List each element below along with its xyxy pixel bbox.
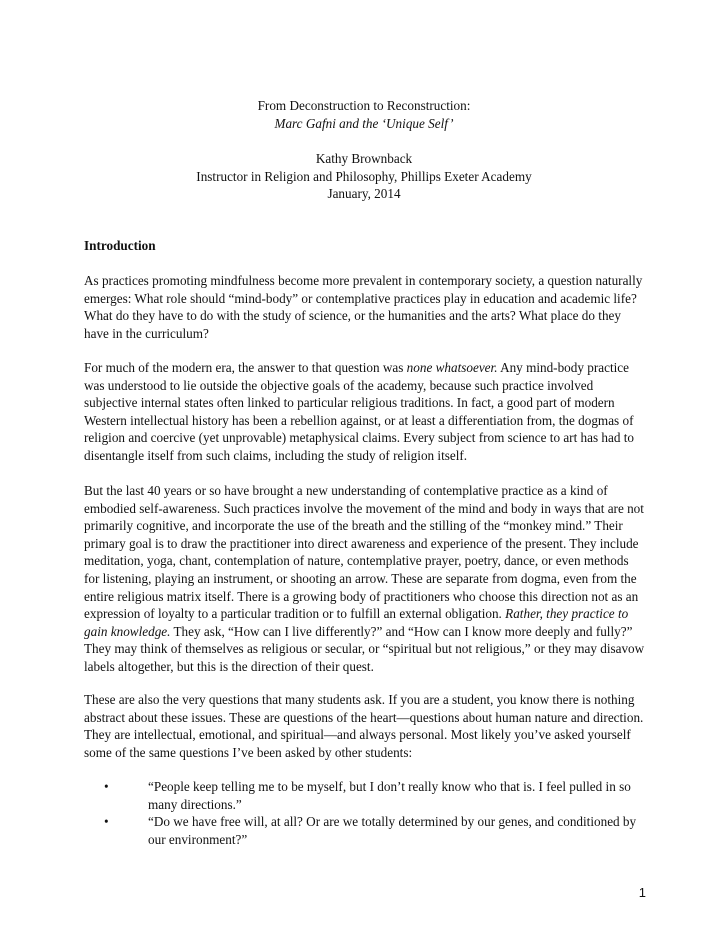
paragraph-line: some of the same questions I’ve been asked by other students: [84,744,413,760]
paragraph-4 [84,691,650,761]
paragraph-line: They may think of themselves as religious or secular, or “spiritual but not religious,” or they may disavow [84,641,645,657]
paragraph-line: embodied self-awareness. Such practices involve the movement of the mind and body in ways that are not [84,500,644,516]
title-line-1: From Deconstruction to Reconstruction: [257,98,471,113]
page-number: 1 [638,885,646,900]
title-block [0,97,728,132]
paragraph-1 [84,272,650,342]
paragraph-line: As practices promoting mindfulness become more prevalent in contemporary society, a question naturally [84,273,643,288]
text-run: Any mind-body practice [497,360,629,375]
author-name: Kathy Brownback [315,151,413,166]
paragraph-line: was understood to lie outside the objective goals of the academy, because such practice involved [84,377,594,393]
paragraph-line: primarily cognitive, and incorporate the use of the breath and the stilling of the “monkey mind.” Their [84,518,623,534]
paragraph-line: for listening, playing an instrument, or shooting an arrow. These are separate from dogma, even from the [84,570,637,586]
paragraph-line: religion and coercive (yet unprovable) metaphysical claims. Every subject from science to art has had to [84,430,635,446]
bullet-line: many directions.” [148,796,242,812]
title-subtitle: Marc Gafni and the ‘Unique Self’ [274,115,454,131]
bullet-list [84,778,650,848]
author-date: January, 2014 [327,186,401,202]
paragraph-line: Western intellectual history has been a rebellion against, or at least a differentiation from, the dogmas of [84,412,634,428]
paragraph-line: have in the curriculum? [84,325,209,341]
paragraph-line [84,623,650,641]
paragraph-line: What do they have to do with the study of science, or the humanities and the arts? What place do they [84,308,621,324]
text-run: For much of the modern era, the answer to that question was [84,360,407,375]
paragraph-line: disentangle itself from such claims, including the study of religion itself. [84,447,468,463]
paragraph-line: emerges: What role should “mind-body” or contemplative practices play in education and academic life? [84,290,637,306]
title-line-2 [0,115,728,133]
paragraph-2 [84,359,650,465]
paragraph-line: But the last 40 years or so have brought a new understanding of contemplative practice as a kind of [84,483,608,498]
author-block [0,150,728,203]
emphasis-text: gain knowledge. [84,623,171,639]
bullet-icon: • [104,814,109,830]
emphasis-text: none whatsoever. [406,360,498,375]
paragraph-line: labels altogether, but this is the direction of their quest. [84,658,374,674]
paragraph-line: entire religious matrix itself. There is a growing body of practitioners who choose this direction not as an [84,588,639,604]
list-item [84,778,650,813]
list-item [84,813,650,848]
paragraph-line: These are also the very questions that many students ask. If you are a student, you know there is nothing [84,692,635,707]
bullet-line: our environment?” [148,831,248,847]
emphasis-text: Rather, they practice to [505,606,629,622]
paragraph-line: abstract about these issues. These are questions of the heart—questions about human nature and direction. [84,709,644,725]
text-run: They ask, “How can I live differently?” and “How can I know more deeply and fully?” [170,623,633,639]
paragraph-line: meditation, yoga, chant, contemplation of nature, contemplative prayer, poetry, dance, or even methods [84,553,629,569]
section-heading: Introduction [84,238,156,253]
paragraph-line: primary goal is to draw the practitioner into direct awareness and experience of the present. They include [84,535,639,551]
paragraph-line: subjective internal states often linked to particular religious traditions. In fact, a good part of modern [84,395,615,411]
paragraph-line [84,359,650,377]
paragraph-line [84,605,650,623]
text-run: expression of loyalty to a particular tradition or to fulfill an external obligation. [84,606,506,622]
paragraph-3 [84,482,650,676]
author-position: Instructor in Religion and Philosophy, Phillips Exeter Academy [196,168,532,184]
paragraph-line: They are intellectual, emotional, and spiritual—and always personal. Most likely you’ve asked yourself [84,727,631,743]
bullet-line: “Do we have free will, at all? Or are we totally determined by our genes, and conditioned by [148,814,637,830]
bullet-icon: • [104,779,109,794]
bullet-line: “People keep telling me to be myself, but I don’t really know who that is. I feel pulled in so [148,779,631,794]
